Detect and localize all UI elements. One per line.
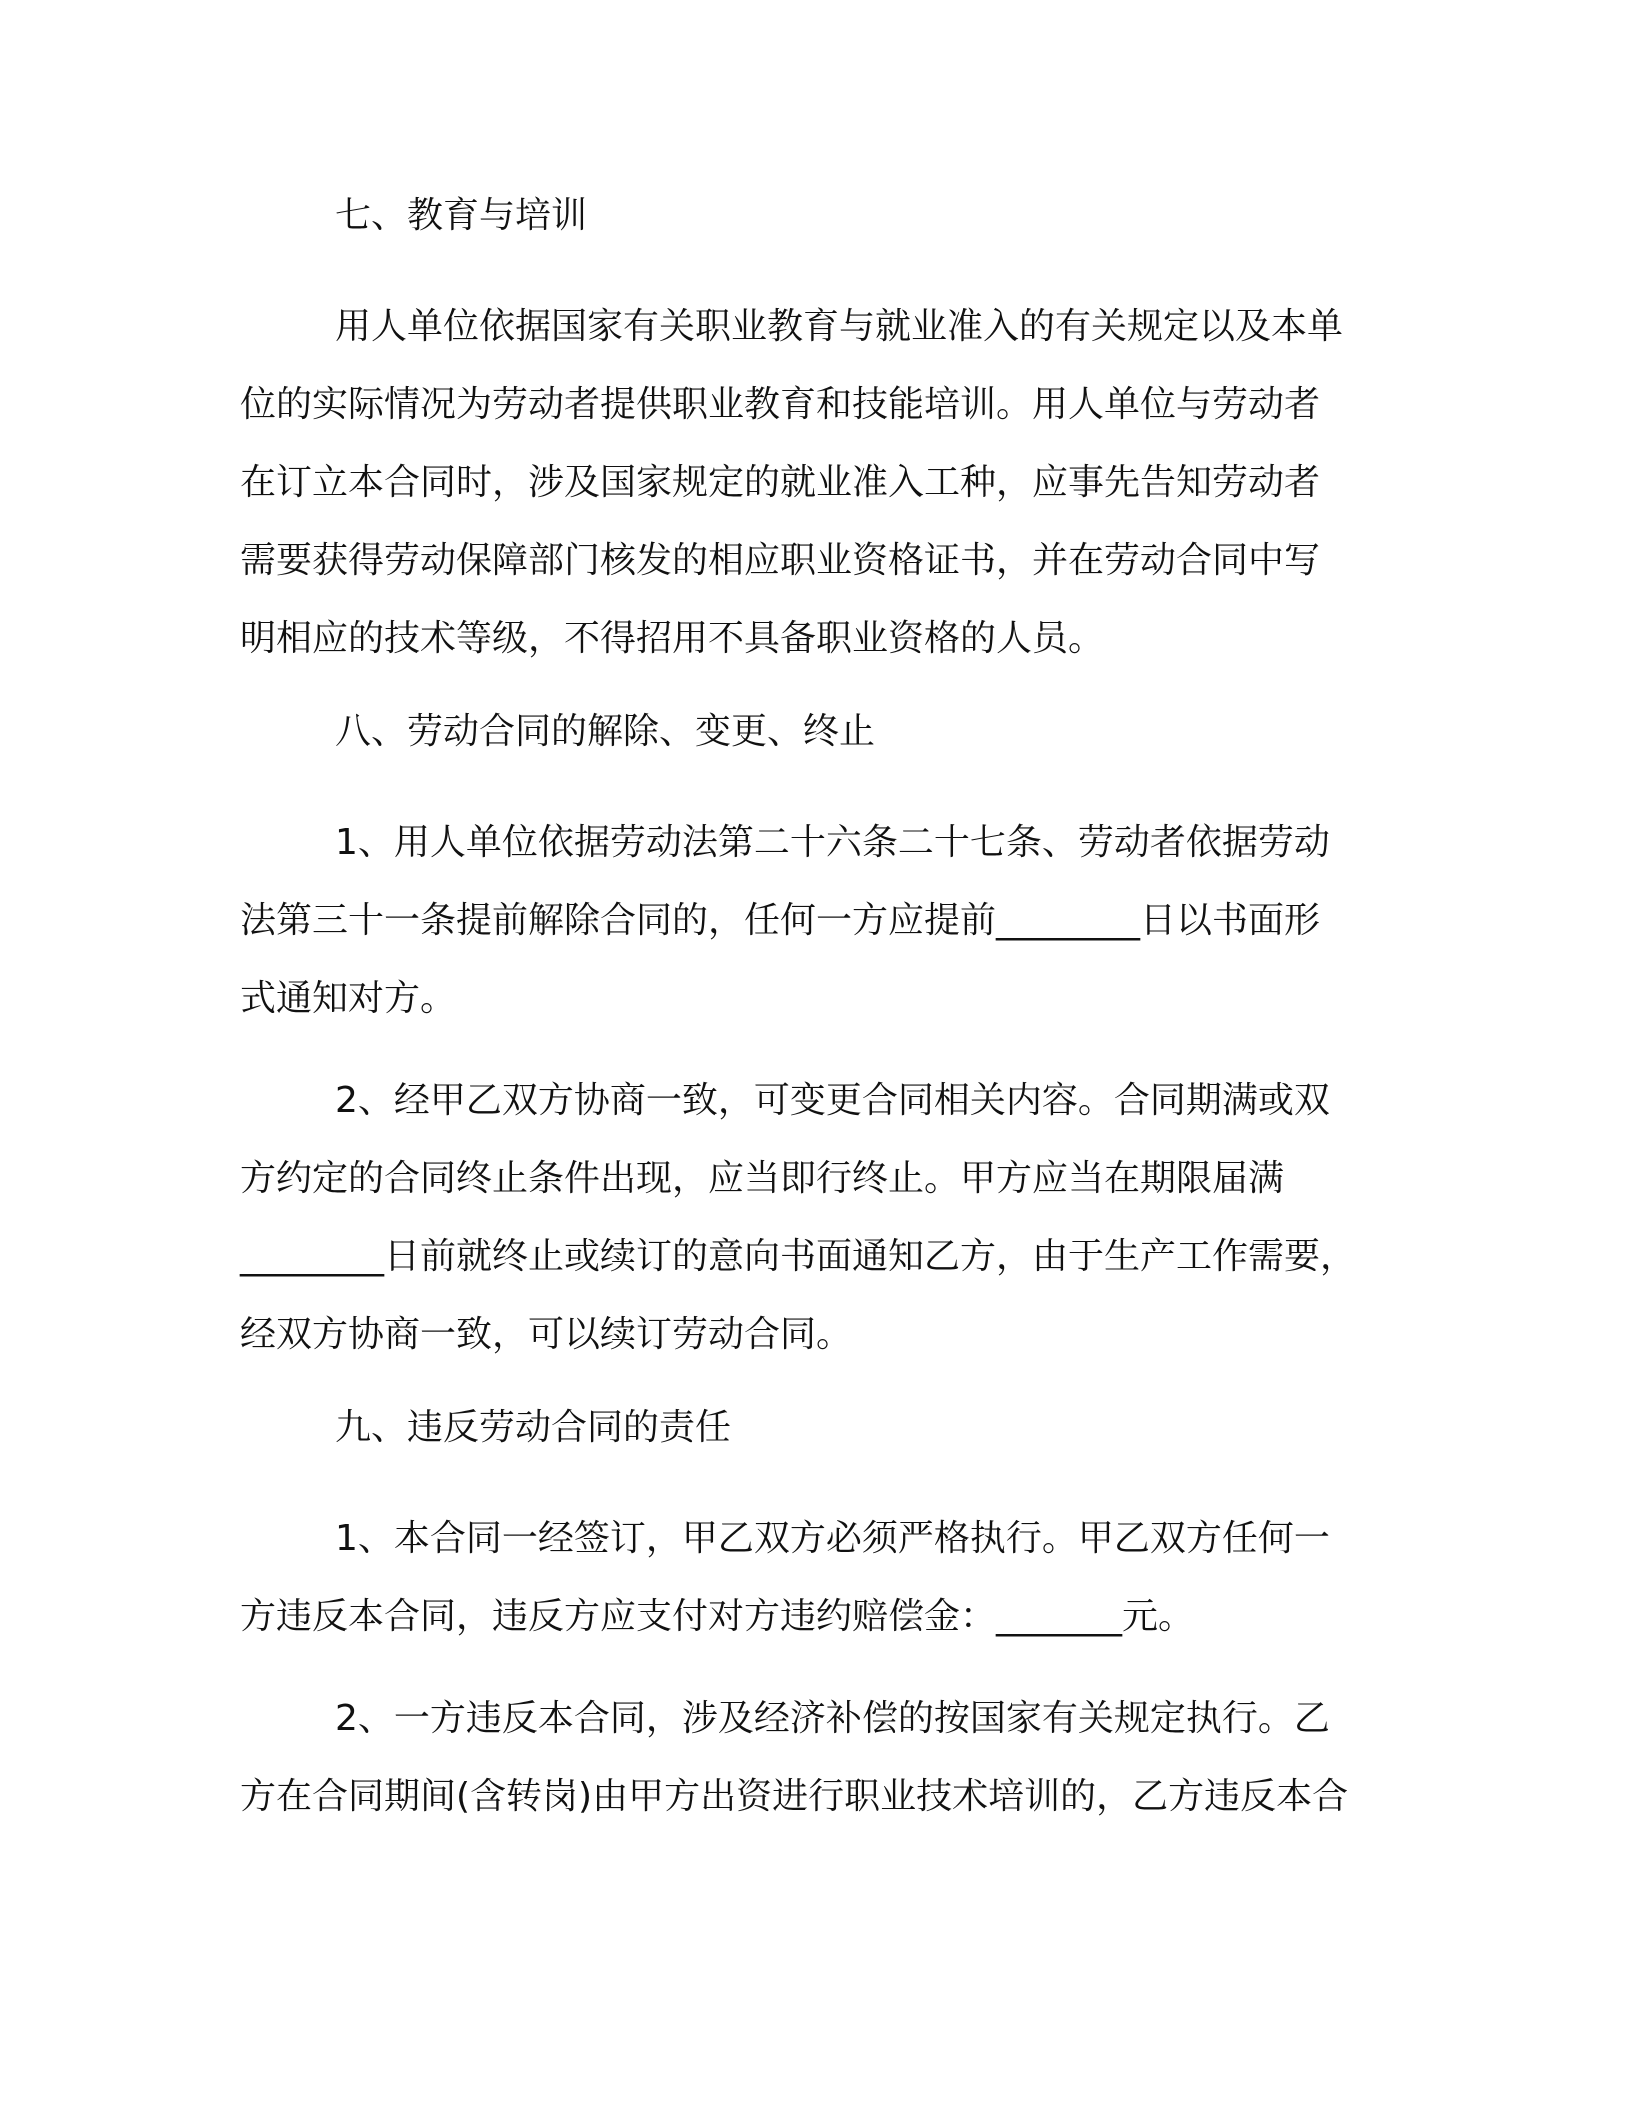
- section-9-heading: 九、违反劳动合同的责任: [335, 1407, 732, 1448]
- paragraph-line: 位的实际情况为劳动者提供职业教育和技能培训。用人单位与劳动者: [240, 384, 1321, 425]
- paragraph-line: 式通知对方。: [240, 978, 457, 1019]
- section-8-item-1: [240, 804, 1390, 1038]
- paragraph-line: 法第三十一条提前解除合同的，任何一方应提前________日以书面形: [240, 900, 1321, 941]
- section-8-heading: 八、劳动合同的解除、变更、终止: [335, 711, 876, 752]
- section-7-heading: 七、教育与培训: [335, 195, 588, 236]
- paragraph-line: ________日前就终止或续订的意向书面通知乙方，由于生产工作需要，: [240, 1236, 1357, 1277]
- paragraph-line: 1、用人单位依据劳动法第二十六条二十七条、劳动者依据劳动: [335, 822, 1330, 863]
- paragraph-line: 方约定的合同终止条件出现，应当即行终止。甲方应当在期限届满: [240, 1158, 1285, 1199]
- document-body: [240, 186, 1390, 1836]
- paragraph-line: 经双方协商一致，可以续订劳动合同。: [240, 1314, 853, 1355]
- section-9-item-1: [240, 1500, 1390, 1656]
- paragraph-line: 方违反本合同，违反方应支付对方违约赔偿金：_______元。: [240, 1596, 1195, 1637]
- section-7-paragraph: [240, 288, 1390, 678]
- paragraph-line: 1、本合同一经签订，甲乙双方必须严格执行。甲乙双方任何一: [335, 1518, 1330, 1559]
- section-8-item-2: [240, 1062, 1390, 1374]
- paragraph-line: 需要获得劳动保障部门核发的相应职业资格证书，并在劳动合同中写: [240, 540, 1321, 581]
- paragraph-line: 2、经甲乙双方协商一致，可变更合同相关内容。合同期满或双: [335, 1080, 1330, 1121]
- paragraph-line: 在订立本合同时，涉及国家规定的就业准入工种，应事先告知劳动者: [240, 462, 1321, 503]
- section-9-item-2: [240, 1680, 1390, 1836]
- paragraph-line: 方在合同期间(含转岗)由甲方出资进行职业技术培训的，乙方违反本合: [240, 1776, 1349, 1817]
- paragraph-line: 用人单位依据国家有关职业教育与就业准入的有关规定以及本单: [335, 306, 1344, 347]
- paragraph-line: 2、一方违反本合同，涉及经济补偿的按国家有关规定执行。乙: [335, 1698, 1330, 1739]
- paragraph-line: 明相应的技术等级，不得招用不具备职业资格的人员。: [240, 618, 1105, 659]
